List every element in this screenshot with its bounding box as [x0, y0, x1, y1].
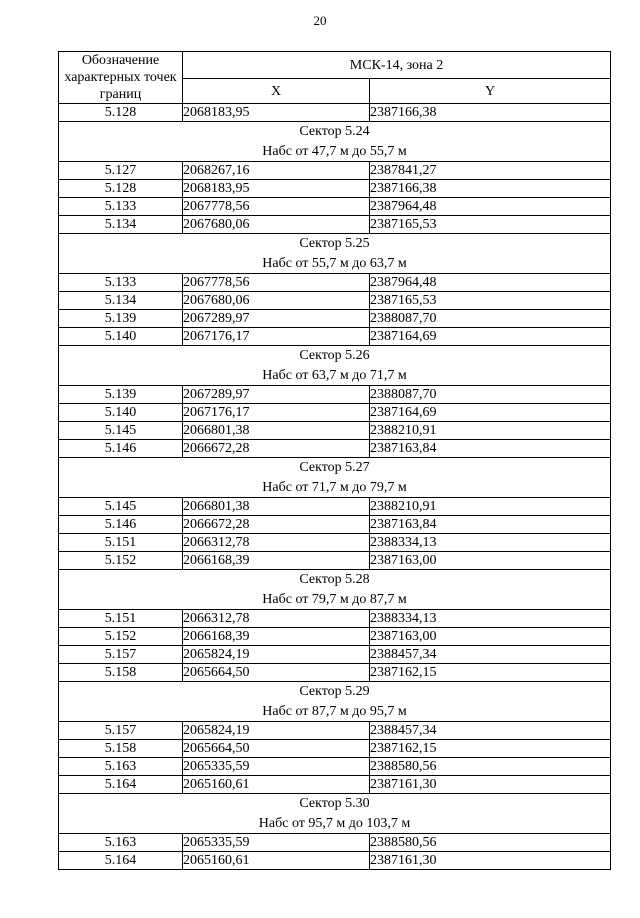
- table-row: [59, 404, 611, 422]
- y-cell: 2387163,00: [370, 628, 611, 646]
- sector-title: Сектор 5.24: [299, 124, 370, 139]
- x-cell: 2067680,06: [183, 292, 370, 310]
- x-cell: 2068267,16: [183, 162, 370, 180]
- table-row: [59, 534, 611, 552]
- point-cell: 5.140: [59, 328, 183, 346]
- table-row: [59, 852, 611, 870]
- sector-heading: [59, 570, 611, 610]
- y-cell: 2388087,70: [370, 386, 611, 404]
- x-cell: 2067176,17: [183, 328, 370, 346]
- y-cell: 2388087,70: [370, 310, 611, 328]
- coordinate-system-header: МСК-14, зона 2: [183, 52, 611, 79]
- table-row: [59, 776, 611, 794]
- y-cell: 2387841,27: [370, 162, 611, 180]
- point-cell: 5.152: [59, 628, 183, 646]
- y-cell: 2388457,34: [370, 646, 611, 664]
- x-cell: 2066312,78: [183, 534, 370, 552]
- point-designation-header: Обозначение характерных точек границ: [59, 52, 183, 104]
- y-cell: 2387162,15: [370, 740, 611, 758]
- table-row: [59, 328, 611, 346]
- sector-heading: [59, 122, 611, 162]
- x-cell: 2066168,39: [183, 628, 370, 646]
- x-cell: 2067289,97: [183, 386, 370, 404]
- x-cell: 2067176,17: [183, 404, 370, 422]
- sector-title: Сектор 5.25: [299, 236, 370, 251]
- point-cell: 5.133: [59, 274, 183, 292]
- x-cell: 2066168,39: [183, 552, 370, 570]
- table-row: [59, 646, 611, 664]
- table-row: [59, 104, 611, 122]
- x-cell: 2066801,38: [183, 422, 370, 440]
- table-row: [59, 440, 611, 458]
- sector-header-row: [59, 122, 611, 162]
- y-cell: 2387162,15: [370, 664, 611, 682]
- point-cell: 5.146: [59, 440, 183, 458]
- y-cell: 2388457,34: [370, 722, 611, 740]
- x-cell: 2067778,56: [183, 274, 370, 292]
- sector-height-range: Набс от 79,7 м до 87,7 м: [262, 592, 407, 607]
- point-cell: 5.158: [59, 740, 183, 758]
- point-cell: 5.152: [59, 552, 183, 570]
- point-cell: 5.140: [59, 404, 183, 422]
- x-cell: 2066672,28: [183, 440, 370, 458]
- table-header-row: [59, 52, 611, 79]
- y-cell: 2388580,56: [370, 834, 611, 852]
- point-cell: 5.128: [59, 180, 183, 198]
- y-cell: 2387163,84: [370, 440, 611, 458]
- x-cell: 2065824,19: [183, 722, 370, 740]
- sector-header-row: [59, 794, 611, 834]
- y-cell: 2387161,30: [370, 852, 611, 870]
- table-row: [59, 664, 611, 682]
- table-row: [59, 180, 611, 198]
- point-cell: 5.164: [59, 852, 183, 870]
- sector-header-row: [59, 682, 611, 722]
- table-body: [59, 104, 611, 870]
- point-cell: 5.146: [59, 516, 183, 534]
- table-row: [59, 274, 611, 292]
- point-cell: 5.151: [59, 610, 183, 628]
- sector-heading: [59, 458, 611, 498]
- sector-heading: [59, 234, 611, 274]
- y-cell: 2388210,91: [370, 422, 611, 440]
- sector-heading: [59, 346, 611, 386]
- coordinates-table: [58, 51, 611, 870]
- y-cell: 2388210,91: [370, 498, 611, 516]
- y-cell: 2387163,00: [370, 552, 611, 570]
- point-cell: 5.158: [59, 664, 183, 682]
- y-cell: 2387161,30: [370, 776, 611, 794]
- point-cell: 5.139: [59, 386, 183, 404]
- point-cell: 5.134: [59, 216, 183, 234]
- point-cell: 5.151: [59, 534, 183, 552]
- y-cell: 2387964,48: [370, 198, 611, 216]
- y-cell: 2387166,38: [370, 104, 611, 122]
- sector-heading: [59, 682, 611, 722]
- point-cell: 5.127: [59, 162, 183, 180]
- x-cell: 2065664,50: [183, 740, 370, 758]
- table-row: [59, 198, 611, 216]
- table-row: [59, 516, 611, 534]
- point-cell: 5.163: [59, 834, 183, 852]
- sector-height-range: Набс от 47,7 м до 55,7 м: [262, 144, 407, 159]
- point-cell: 5.134: [59, 292, 183, 310]
- x-cell: 2066672,28: [183, 516, 370, 534]
- x-cell: 2065664,50: [183, 664, 370, 682]
- table-row: [59, 292, 611, 310]
- y-cell: 2387164,69: [370, 328, 611, 346]
- point-cell: 5.128: [59, 104, 183, 122]
- y-cell: 2388334,13: [370, 610, 611, 628]
- sector-height-range: Набс от 63,7 м до 71,7 м: [262, 368, 407, 383]
- sector-header-row: [59, 570, 611, 610]
- sector-height-range: Набс от 95,7 м до 103,7 м: [258, 816, 411, 831]
- point-cell: 5.163: [59, 758, 183, 776]
- y-cell: 2387165,53: [370, 292, 611, 310]
- sector-header-row: [59, 234, 611, 274]
- sector-title: Сектор 5.29: [299, 684, 370, 699]
- point-cell: 5.164: [59, 776, 183, 794]
- x-cell: 2067289,97: [183, 310, 370, 328]
- y-cell: 2387165,53: [370, 216, 611, 234]
- table-row: [59, 310, 611, 328]
- y-cell: 2387164,69: [370, 404, 611, 422]
- point-cell: 5.139: [59, 310, 183, 328]
- table-row: [59, 552, 611, 570]
- sector-title: Сектор 5.30: [299, 796, 370, 811]
- sector-height-range: Набс от 71,7 м до 79,7 м: [262, 480, 407, 495]
- y-cell: 2387163,84: [370, 516, 611, 534]
- x-cell: 2066801,38: [183, 498, 370, 516]
- x-cell: 2065335,59: [183, 834, 370, 852]
- sector-header-row: [59, 458, 611, 498]
- x-cell: 2068183,95: [183, 180, 370, 198]
- y-cell: 2387964,48: [370, 274, 611, 292]
- table-row: [59, 628, 611, 646]
- page-number: 20: [313, 13, 327, 28]
- table-row: [59, 610, 611, 628]
- table-row: [59, 386, 611, 404]
- point-cell: 5.145: [59, 498, 183, 516]
- table-row: [59, 422, 611, 440]
- x-axis-header: X: [183, 79, 370, 104]
- y-axis-header: Y: [370, 79, 611, 104]
- sector-title: Сектор 5.28: [299, 572, 370, 587]
- point-cell: 5.157: [59, 646, 183, 664]
- sector-title: Сектор 5.27: [299, 460, 370, 475]
- x-cell: 2068183,95: [183, 104, 370, 122]
- sector-height-range: Набс от 87,7 м до 95,7 м: [262, 704, 407, 719]
- table-row: [59, 722, 611, 740]
- x-cell: 2065824,19: [183, 646, 370, 664]
- x-cell: 2066312,78: [183, 610, 370, 628]
- y-cell: 2388580,56: [370, 758, 611, 776]
- x-cell: 2067680,06: [183, 216, 370, 234]
- y-cell: 2388334,13: [370, 534, 611, 552]
- x-cell: 2065160,61: [183, 776, 370, 794]
- table-row: [59, 216, 611, 234]
- point-cell: 5.133: [59, 198, 183, 216]
- x-cell: 2067778,56: [183, 198, 370, 216]
- point-cell: 5.145: [59, 422, 183, 440]
- sector-title: Сектор 5.26: [299, 348, 370, 363]
- table-row: [59, 162, 611, 180]
- sector-header-row: [59, 346, 611, 386]
- table-row: [59, 740, 611, 758]
- y-cell: 2387166,38: [370, 180, 611, 198]
- sector-height-range: Набс от 55,7 м до 63,7 м: [262, 256, 407, 271]
- point-cell: 5.157: [59, 722, 183, 740]
- x-cell: 2065335,59: [183, 758, 370, 776]
- table-row: [59, 498, 611, 516]
- table-row: [59, 834, 611, 852]
- table-row: [59, 758, 611, 776]
- x-cell: 2065160,61: [183, 852, 370, 870]
- sector-heading: [59, 794, 611, 834]
